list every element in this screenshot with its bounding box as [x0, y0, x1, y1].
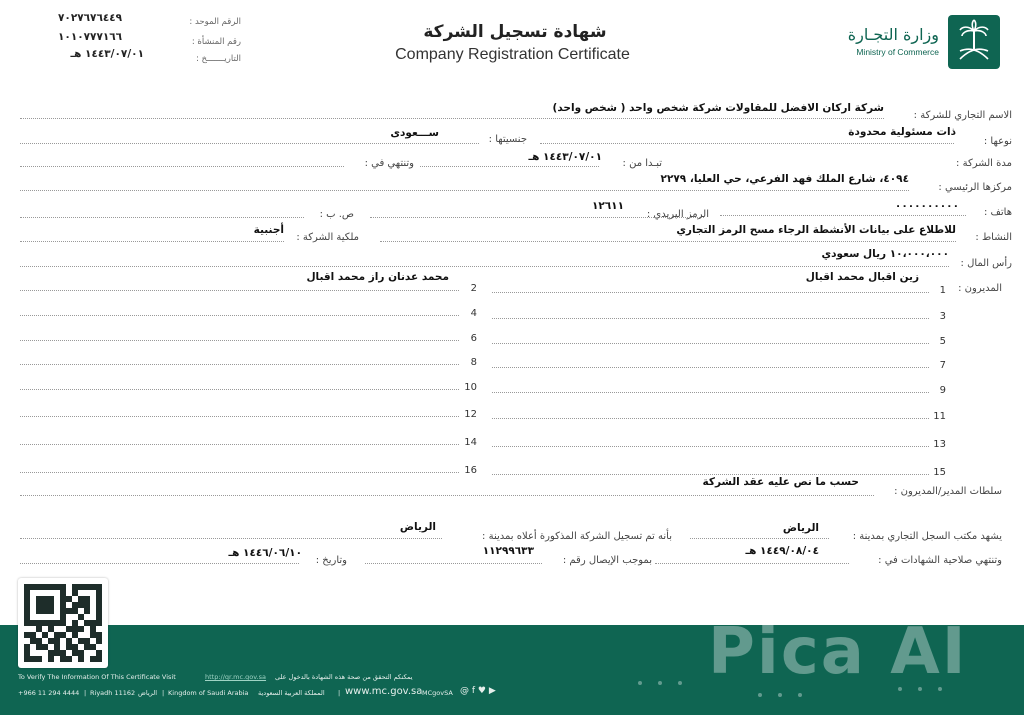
manager-number: 16	[464, 465, 477, 476]
ministry-english: Ministry of Commerce	[856, 47, 939, 57]
type-label: نوعها :	[983, 136, 1012, 147]
managers-label: المديرون :	[958, 283, 1002, 294]
verify-english: To Verify The Information Of This Certificate Visit	[18, 673, 176, 681]
receipt-date: ١٤٤٦/٠٦/١٠ هـ	[228, 547, 302, 559]
manager-name: محمد عدنان راز محمد اقبال	[306, 271, 449, 283]
verify-arabic: يمكنكم التحقق من صحة هذه الشهادة بالدخول على	[275, 673, 413, 681]
nationality: ســـعودى	[390, 127, 439, 139]
expiry-label: وتنتهي صلاحية الشهادات في :	[878, 555, 1002, 566]
manager-number: 6	[470, 333, 477, 344]
manager-number: 3	[939, 311, 946, 322]
manager-number: 11	[933, 411, 946, 422]
manager-number: 7	[939, 360, 946, 371]
nationality-label: جنسيتها :	[488, 134, 527, 145]
manager-number: 8	[470, 357, 477, 368]
manager-number: 13	[933, 439, 946, 450]
capital-label: رأس المال :	[960, 258, 1012, 269]
header-date-label: التاريـــــــخ :	[195, 54, 241, 64]
ministry-arabic: وزارة التجـارة	[847, 25, 939, 44]
manager-number: 12	[464, 409, 477, 420]
qr-code[interactable]	[18, 578, 108, 668]
footer-country-ar: المملكة العربية السعودية	[258, 689, 325, 697]
headquarters: ٤٠٩٤، شارع الملك فهد الفرعي، حي العليا، ٢٢٧٩	[660, 173, 909, 185]
establishment-number-label: رقم المنشأة :	[191, 37, 241, 47]
unified-number: ٧٠٢٧٦٧٦٤٤٩	[58, 12, 123, 24]
start-date: ١٤٤٣/٠٧/٠١ هـ	[528, 151, 602, 163]
footer-city-ar: الرياض	[138, 689, 158, 697]
footer-social-handle[interactable]: MCgovSA	[422, 689, 453, 697]
trade-name-label: الاسم التجاري للشركة :	[913, 110, 1012, 121]
authority-value: حسب ما نص عليه عقد الشركة	[702, 476, 859, 488]
title-arabic: شهادة تسجيل الشركة	[423, 22, 607, 42]
phone: ٠٠٠٠٠٠٠٠٠٠	[894, 200, 959, 212]
pobox-label: ص. ب :	[319, 209, 354, 220]
authority-label: سلطات المدير/المديرون :	[894, 486, 1002, 497]
manager-number: 9	[939, 385, 946, 396]
activity: للاطلاع على بيانات الأنشطة الرجاء مسح الرمز التجاري	[676, 224, 956, 236]
ownership-label: ملكية الشركة :	[296, 232, 359, 243]
phone-label: هاتف :	[983, 207, 1012, 218]
registered-city: الرياض	[399, 521, 436, 533]
office-label: يشهد مكتب السجل التجاري بمدينة :	[852, 531, 1002, 542]
ministry-logo-icon	[948, 15, 1000, 69]
manager-number: 1	[939, 285, 946, 296]
expiry-date: ١٤٤٩/٠٨/٠٤ هـ	[745, 545, 819, 557]
manager-number: 2	[470, 283, 477, 294]
office-city: الرياض	[782, 522, 819, 534]
manager-number: 15	[933, 467, 946, 478]
footer-country-en: Kingdom of Saudi Arabia	[168, 689, 249, 697]
capital: ١٠،٠٠٠،٠٠٠ ريال سعودي	[821, 248, 949, 260]
establishment-number: ١٠١٠٧٧٧١٦٦	[58, 31, 123, 43]
manager-number: 14	[464, 437, 477, 448]
postal-code: ١٢٦١١	[591, 200, 624, 212]
registered-label: بأنه تم تسجيل الشركة المذكورة أعلاه بمدينة :	[482, 531, 672, 542]
manager-name: زين اقبال محمد اقبال	[805, 271, 919, 283]
ends-label: وتنتهي في :	[364, 158, 414, 169]
starts-label: تبـدا من :	[622, 158, 662, 169]
company-type: ذات مسئولية محدودة	[848, 126, 956, 138]
manager-number: 10	[464, 382, 477, 393]
postal-label: الرمز البريدي :	[646, 209, 709, 220]
header-date: ١٤٤٣/٠٧/٠١ هـ	[70, 48, 144, 60]
manager-number: 4	[470, 308, 477, 319]
receipt-label: بموجب الإيصال رقم :	[562, 555, 652, 566]
title-english: Company Registration Certificate	[395, 46, 630, 63]
watermark: Pica AI	[708, 615, 968, 689]
footer-band: Pica AI To Verify The Information Of This Certificate Visit http://qr.mc.gov.sa يمكنكم التحقق من صحة هذه الشهادة بالدخول على +966 11 294 4444 | Riyadh 11162 الرياض | Kingdom of Saudi Arabia المملكة العربية السعودية | www.mc.gov.sa MCgovSA @ f ♥ ▶	[0, 625, 1024, 715]
activity-label: النشاط :	[975, 232, 1012, 243]
footer-website[interactable]: www.mc.gov.sa	[345, 686, 423, 697]
trade-name: شركة اركان الافضل للمقاولات شركة شخص واحد ( شخص واحد)	[552, 102, 884, 114]
verify-link[interactable]: http://qr.mc.gov.sa	[205, 673, 267, 681]
footer-city-en: Riyadh 11162	[90, 689, 136, 697]
receipt-date-label: وتاريخ :	[315, 555, 347, 566]
hq-label: مركزها الرئيسي :	[938, 182, 1012, 193]
footer-phone: +966 11 294 4444	[18, 689, 80, 697]
receipt-number: ١١٢٩٩٦٣٣	[482, 545, 534, 557]
ownership: أجنبية	[253, 224, 284, 236]
duration-label: مدة الشركة :	[956, 158, 1012, 169]
unified-number-label: الرقم الموحد :	[189, 17, 241, 27]
manager-number: 5	[939, 336, 946, 347]
social-icons[interactable]: @ f ♥ ▶	[460, 686, 496, 696]
